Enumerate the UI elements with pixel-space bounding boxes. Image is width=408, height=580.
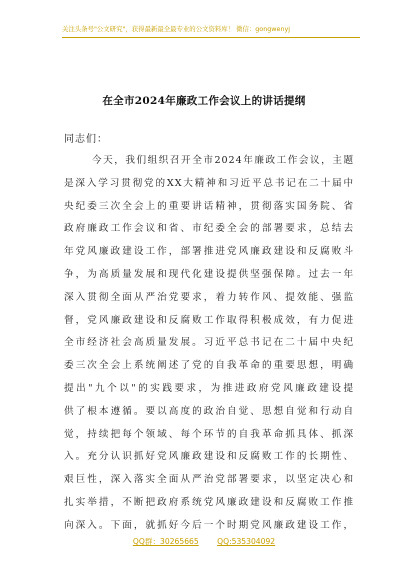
header-promo-text: 关注头条号"公文研究"，获得最新最全最专业的公文资料库！ 微信：gongwenyj: [62, 25, 291, 33]
body-line: 争，为高质量发展和现代化建设提供坚强保障。过去一年: [64, 268, 354, 280]
footer-qq[interactable]: QQ:535304092: [217, 537, 276, 546]
body-line: 提出"九个以"的实践要求，为推进政府党风廉政建设提: [64, 382, 354, 394]
footer-qq-group[interactable]: QQ群：30265665: [132, 537, 199, 546]
body-line: 政府廉政工作会议和省、市纪委全会的部署要求，总结去: [64, 223, 354, 235]
document-body: [64, 150, 354, 538]
body-line: 入。充分认识抓好党风廉政建设和反腐败工作的长期性、: [64, 451, 354, 463]
footer-contact: [0, 536, 408, 548]
header-divider: [62, 37, 360, 38]
body-line: 深入贯彻全面从严治党要求，着力转作风、提效能、强监: [64, 291, 354, 303]
body-line: 今天，我们组织召开全市2024年廉政工作会议，主题: [92, 155, 354, 166]
body-line: 督，党风廉政建设和反腐败工作取得积极成效，有力促进: [64, 314, 354, 326]
body-line: 委三次全会上系统阐述了党的自我革命的重要思想，明确: [64, 360, 354, 372]
body-line: 是深入学习贯彻党的XX大精神和习近平总书记在二十届中: [64, 177, 354, 189]
body-line: 年党风廉政建设工作，部署推进党风廉政建设和反腐败斗: [64, 246, 354, 258]
body-line: 全市经济社会高质量发展。习近平总书记在二十届中央纪: [64, 337, 354, 349]
document-title: 在全市2024年廉政工作会议上的讲话提纲: [102, 95, 306, 107]
body-line: 向深入。下面，就抓好今后一个时期党风廉政建设工作，: [64, 519, 354, 531]
body-line: 央纪委三次全会上的重要讲话精神，贯彻落实国务院、省: [64, 200, 354, 212]
body-line: 供了根本遵循。要以高度的政治自觉、思想自觉和行动自: [64, 405, 354, 417]
body-line: 觉，持续把每个领域、每个环节的自我革命抓具体、抓深: [64, 428, 354, 440]
body-line: 艰巨性，深入落实全面从严治党部署要求，以坚定决心和: [64, 474, 354, 486]
salutation: 同志们：: [64, 134, 108, 145]
body-line: 扎实举措，不断把政府系统党风廉政建设和反腐败工作推: [64, 496, 354, 508]
